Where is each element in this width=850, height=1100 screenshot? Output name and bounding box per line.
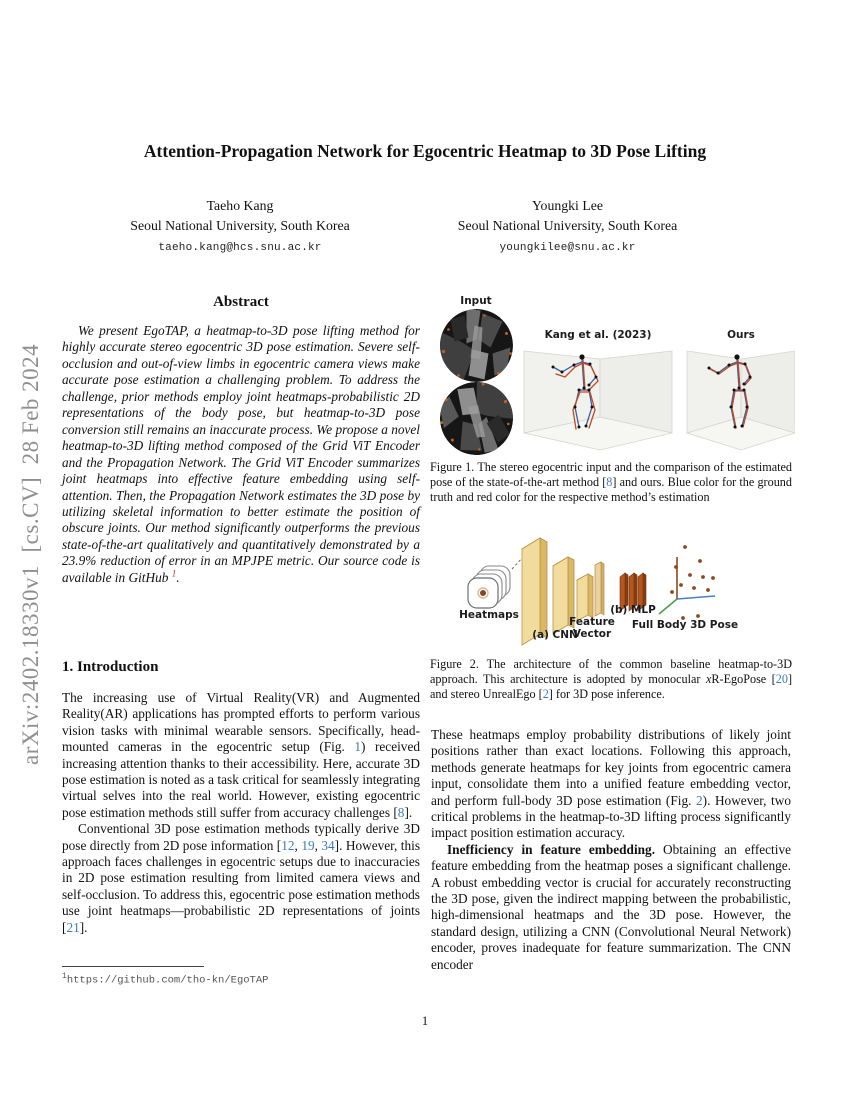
ref-link[interactable]: 8 (606, 474, 613, 489)
paragraph: The increasing use of Virtual Reality(VR) and Augmented Reality(AR) applications has prompted efforts to perform various vision tasks with minimal wearable sensors. Specifically, head-mounted cameras in the egocentric setup (Fig. 1) received increasing attention thanks to their accessibility. Here, accurate 3D pose estimation is noted as a task critical for seamlessly integrating virtual selves into the real world. However, existing egocentric pose estimation methods still suffer from accuracy challenges [8]. (62, 690, 421, 820)
figure1-input-label: Input (460, 295, 492, 307)
paragraph: These heatmaps employ probability distributions of likely joint positions rather than exact locations. Following this approach, methods generate heatmaps for key joints from egocentric camera input, consolidate them into a unified feature embedding vector, and perform full-body 3D pose estimation (Fig. 2). However, two critical problems in the heatmap-to-3D lifting process significantly impact position estimation accuracy. (431, 727, 791, 841)
author-block-1 (95, 198, 385, 254)
ref-link[interactable]: 2 (695, 792, 703, 808)
figure1-graphic (432, 293, 795, 457)
fisheye-image-bottom (432, 371, 524, 457)
ref-link[interactable]: 20 (775, 671, 788, 686)
right-column-text (431, 727, 791, 973)
author-affiliation: Seoul National University, South Korea (457, 218, 678, 233)
footnote (62, 972, 420, 987)
abstract-paragraph: We present EgoTAP, a heatmap-to-3D pose lifting method for highly accurate stereo egocentric 3D pose estimation. Severe self-occlusion and out-of-view limbs in egocentric camera views make accurate pose estimation a challenging problem. To address the challenge, prior methods employ joint heatmaps-probabilistic 2D representations of the body pose, but heatmap-to-3D pose conversion still remains an inaccurate process. We propose a novel heatmap-to-3D lifting method composed of the Grid ViT Encoder and the Propagation Network. The Grid ViT Encoder summarizes joint heatmaps into effective feature embedding using self-attention. Then, the Propagation Network estimates the 3D pose by utilizing skeletal information to better estimate the position of obscure joints. Our method significantly outperforms the previous state-of-the-art qualitatively and quantitatively demonstrated by a 23.9% reduction of error in an MPJPE metric. Our source code is available in GitHub $^1$. (62, 323, 420, 585)
footnote-url-link[interactable]: https://github.com/tho-kn/EgoTAP (66, 974, 269, 987)
arxiv-watermark: arXiv:2402.18330v1 [cs.CV] 28 Feb 2024 (18, 343, 43, 765)
author-block-2 (425, 198, 710, 254)
figure2-feature-label-line1: Feature (569, 616, 615, 628)
figure2-mlp-label: (b) MLP (610, 604, 656, 616)
paper-title: Attention-Propagation Network for Egocentric Heatmap to 3D Pose Lifting (143, 141, 707, 161)
figure1-caption: Figure 1. The stereo egocentric input and the comparison of the estimated pose of the state-of-the-art method [8] and ours. Blue color for the ground truth and red color for the respective method’s estimation (430, 460, 792, 504)
ref-link[interactable]: 21 (66, 919, 80, 935)
figure2-caption: Figure 2. The architecture of the common baseline heatmap-to-3D approach. This architecture is adopted by monocular xR-EgoPose [20] and stereo UnrealEgo [2] for 3D pose inference. (430, 657, 792, 701)
fisheye-image-top (440, 309, 514, 383)
author-name: Youngki Lee (531, 198, 604, 213)
ref-link[interactable]: 19 (301, 837, 315, 853)
ref-link[interactable]: 1 (354, 739, 362, 755)
author-email-link[interactable]: youngkilee@snu.ac.kr (499, 242, 636, 254)
footnote-ref-link[interactable]: 1 (171, 568, 177, 579)
pose-3d-icon (659, 545, 715, 620)
pose-cube-left (524, 351, 672, 450)
author-affiliation: Seoul National University, South Korea (130, 218, 350, 233)
pose-cube-right (687, 351, 795, 450)
italic-text: x (705, 671, 712, 686)
feature-vector-icon (595, 562, 604, 616)
heatmaps-stack-icon (468, 557, 523, 608)
author-name: Taeho Kang (206, 198, 274, 213)
figure2-pose-label: Full Body 3D Pose (631, 619, 739, 631)
bold-text: Inefficiency in feature embedding. (447, 841, 656, 857)
ref-link[interactable]: 2 (542, 686, 549, 701)
ref-link[interactable]: 8 (397, 804, 405, 820)
figure2-heatmaps-label: Heatmaps (459, 609, 519, 621)
paragraph: Conventional 3D pose estimation methods typically derive 3D pose directly from 2D pose information [12, 19, 34]. However, this approach faces challenges in egocentric setups due to inaccuracies in 2D pose estimation resulting from limited camera views and self-occlusion. To address this, egocentric pose estimation methods use joint heatmaps—probabilistic 2D representations of joints [21]. (62, 821, 421, 935)
figure1-method-label: Kang et al. (2023) (544, 329, 652, 341)
footnote-rule (62, 966, 204, 967)
ref-link[interactable]: 12 (281, 837, 295, 853)
figure1-ours-label: Ours (727, 329, 755, 341)
section-heading-introduction: 1. Introduction (62, 659, 159, 675)
abstract-text (62, 323, 420, 586)
introduction-text (62, 690, 420, 936)
figure2-feature-label-line2: Vector (572, 628, 612, 640)
paragraph: Inefficiency in feature embedding. Obtaining an effective feature embedding from the heatmap poses a significant challenge. A robust embedding vector is crucial for accurately reconstructing the 3D pose, given the indirect mapping between the probabilistic, high-dimensional heatmaps and the 3D pose. However, the standard design, utilizing a CNN (Convolutional Neural Network) encoder, proves inadequate for feature summarization. The CNN encoder (431, 841, 791, 972)
ref-link[interactable]: 34 (321, 837, 335, 853)
author-email-link[interactable]: taeho.kang@hcs.snu.ac.kr (158, 242, 322, 254)
figure2-graphic (432, 533, 795, 655)
abstract-heading: Abstract (213, 294, 269, 310)
figure2-cnn-label: (a) CNN (532, 629, 578, 641)
footnote-mark: 1 (62, 972, 67, 981)
page-number: 1 (421, 1014, 429, 1028)
